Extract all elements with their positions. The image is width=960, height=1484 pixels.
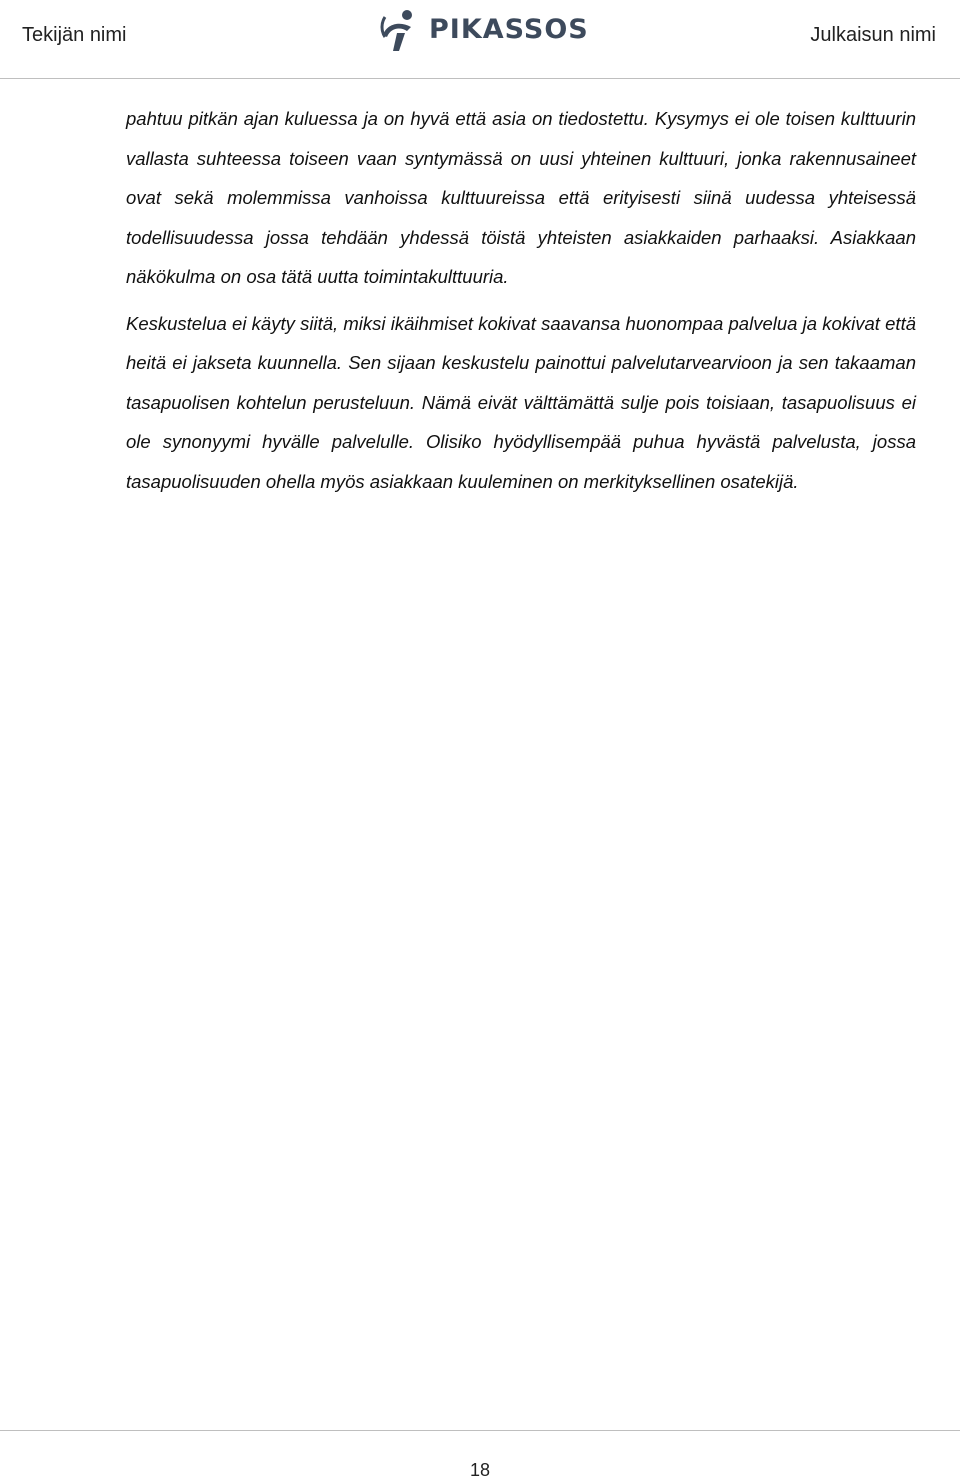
publication-name: Julkaisun nimi [810, 24, 936, 46]
paragraph: pahtuu pitkän ajan kuluessa ja on hyvä että asia on tiedostettu. Kysymys ei ole toisen kulttuurin vallasta suhteessa toiseen vaan syntymässä on uusi yhteinen kulttuuri, jonka rakennusaineet ovat sekä molemmissa vanhoissa kulttuureissa että erityisesti siinä uudessa yhteisessä todellisuudessa jossa tehdään yhdessä töistä yhteisten asiakkaiden parhaaksi. Asiakkaan näkökulma on osa tätä uutta toimintakulttuuria. [126, 108, 916, 287]
pikassos-logo-icon [377, 5, 425, 53]
author-name: Tekijän nimi [22, 24, 127, 46]
pikassos-logo [377, 4, 589, 54]
footer-divider [0, 1430, 960, 1431]
logo-wordmark: PIKASSOS [429, 13, 589, 45]
paragraph: Keskustelua ei käyty siitä, miksi ikäihmiset kokivat saavansa huonompaa palvelua ja kokivat että heitä ei jakseta kuunnella. Sen sijaan keskustelu painottui palvelutarvearvioon ja sen takaaman tasapuolisen kohtelun perusteluun. Nämä eivät välttämättä sulje pois toisiaan, tasapuolisuus ei ole synonyymi hyvälle palvelulle. Olisiko hyödyllisempää puhua hyvästä palvelusta, jossa tasapuolisuuden ohella myös asiakkaan kuuleminen on merkityksellinen osatekijä. [126, 312, 916, 492]
body-text [126, 99, 916, 501]
page-header [0, 0, 960, 80]
header-divider [0, 78, 960, 79]
page-number: 18 [469, 1460, 491, 1480]
